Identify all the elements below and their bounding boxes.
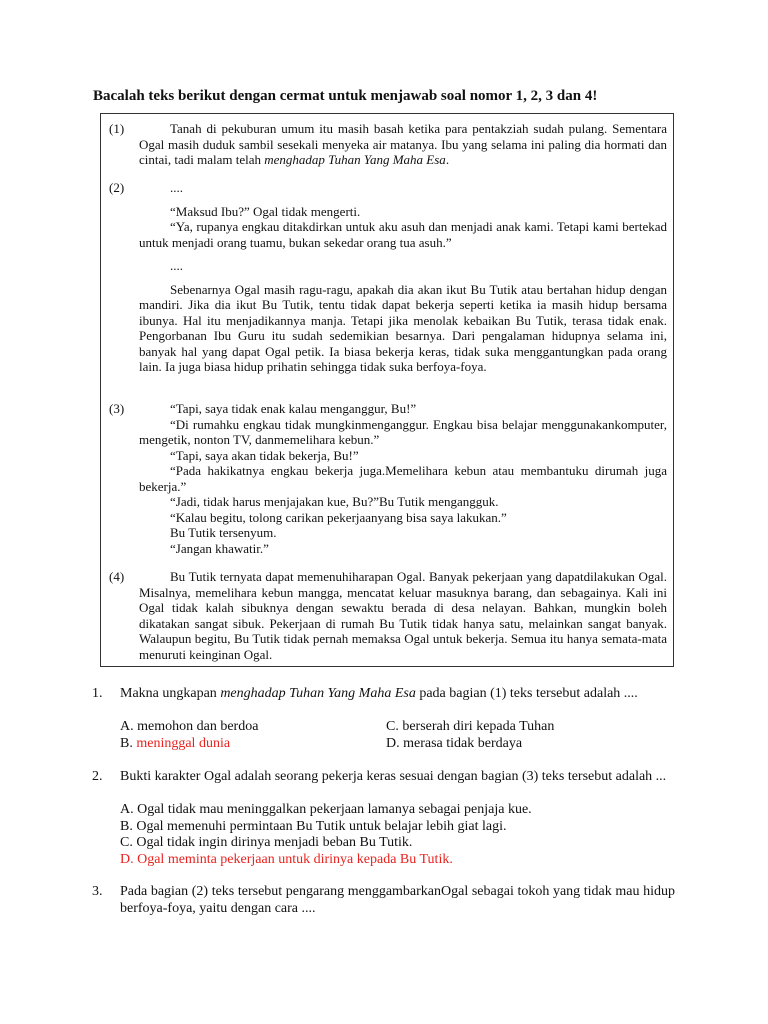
dialogue-line: “Tapi, saya tidak enak kalau menganggur, Bu!”: [170, 401, 417, 416]
section-body: [139, 401, 667, 556]
paragraph-text: Tanah di pekuburan umum itu masih basah ketika para pentakziah sudah pulang. Sementara Ogal masih duduk sambil sesekali menyeka air matanya. Ibu yang selama ini paling dia hormati dan cintai, tadi malam telah: [139, 121, 667, 167]
section-number: (4): [109, 569, 125, 584]
idiom-phrase: menghadap Tuhan Yang Maha Esa: [220, 686, 416, 701]
option-a[interactable]: A. Ogal tidak mau meninggalkan pekerjaan lamanya sebagai penjaja kue.: [120, 802, 532, 817]
question-text: Bukti karakter Ogal adalah seorang pekerja keras sesuai dengan bagian (3) teks tersebut adalah ...: [120, 769, 667, 784]
ellipsis: ....: [170, 180, 183, 195]
answer-highlight: meninggal dunia: [136, 736, 231, 751]
dialogue-line: Bu Tutik tersenyum.: [170, 525, 277, 540]
dialogue-line: “Tapi, saya akan tidak bekerja, Bu!”: [170, 447, 359, 463]
question-text: [120, 686, 675, 703]
section-body: [139, 180, 667, 375]
option-d[interactable]: D. merasa tidak berdaya: [386, 736, 523, 751]
dialogue-line: “Di rumahku engkau tidak mungkinmenganggur. Engkau bisa belajar menggunakankomputer, mengetik, nonton TV, danmemelihara kebun.”: [139, 416, 667, 447]
option-b[interactable]: B. Ogal memenuhi permintaan Bu Tutik untuk belajar lebih giat lagi.: [120, 819, 507, 834]
question-text: Pada bagian (2) teks tersebut pengarang menggambarkanOgal sebagai tokoh yang tidak mau hidup berfoya-foya, yaitu dengan cara ....: [120, 884, 675, 916]
dialogue-line: “Pada hakikatnya engkau bekerja juga.Memelihara kebun atau membantuku dirumah juga bekerja.”: [139, 463, 667, 494]
idiom-phrase: menghadap Tuhan Yang Maha Esa: [264, 152, 446, 167]
dialogue-line: “Jangan khawatir.”: [170, 540, 269, 556]
page-title: Bacalah teks berikut dengan cermat untuk menjawab soal nomor 1, 2, 3 dan 4!: [93, 88, 598, 104]
section-number: (2): [109, 180, 125, 195]
ellipsis: ....: [170, 258, 183, 273]
option-c[interactable]: C. berserah diri kepada Tuhan: [386, 719, 555, 734]
section-number: (3): [109, 401, 125, 416]
dialogue-line: “Jadi, tidak harus menjajakan kue, Bu?”Bu Tutik mengangguk.: [170, 494, 499, 509]
option-letter: B.: [120, 736, 137, 751]
reading-passage-box: [100, 113, 674, 667]
question-number: 2.: [92, 769, 103, 784]
section-body: [139, 121, 667, 168]
option-a[interactable]: A. memohon dan berdoa: [120, 719, 259, 734]
paragraph: Bu Tutik ternyata dapat memenuhiharapan Ogal. Banyak pekerjaan yang dapatdilakukan Ogal. Misalnya, memelihara kebun mangga, mencatat keluar masuknya barang, dan sebagainya. Kali ini Ogal tidak kalah sibuknya dengan sewaktu berada di desa nelayan. Bahkan, mungkin boleh dikatakan sangat sibuk. Pekerjaan di rumah Bu Tutik tidak hanya satu, melainkan sangat banyak. Walaupun begitu, Bu Tutik tidak pernah memaksa Ogal untuk bekerja. Semua itu hanya semata-mata menuruti keinginan Ogal.: [139, 569, 667, 662]
dialogue-line: “Ya, rupanya engkau ditakdirkan untuk aku asuh dan menjadi anak kami. Tetapi kami bertekad untuk menjadi orang tuamu, bukan sekedar orang tua asuh.”: [139, 219, 667, 250]
question-text-part: pada bagian (1) teks tersebut adalah ....: [415, 686, 638, 701]
paragraph: [139, 121, 667, 168]
question-number: 1.: [92, 686, 103, 701]
option-d-answer[interactable]: D. Ogal meminta pekerjaan untuk dirinya kepada Bu Tutik.: [120, 852, 453, 867]
dialogue-line: “Kalau begitu, tolong carikan pekerjaanyang bisa saya lakukan.”: [170, 509, 507, 525]
paragraph: Sebenarnya Ogal masih ragu-ragu, apakah dia akan ikut Bu Tutik atau bertahan hidup dengan mandiri. Jika dia ikut Bu Tutik, tentu tidak dapat bekerja seperti ketika ia masih hidup bersama ibunya. Hal itu menjadikannya manja. Tetapi jika menolak kebaikan Bu Tutik, terasa tidak enak. Pengorbanan Ibu Guru itu sudah sedemikian besarnya. Dari pengalaman hidupnya selama ini, banyak hal yang dapat Ogal petik. Ia biasa bekerja keras, tidak suka menggantungkan pada orang lain. Ia juga biasa hidup prihatin sehingga tidak suka berfoya-foya.: [139, 281, 667, 374]
dialogue-line: “Maksud Ibu?” Ogal tidak mengerti.: [170, 203, 361, 219]
section-body: [139, 569, 667, 662]
paragraph-text: .: [445, 152, 450, 167]
option-c[interactable]: C. Ogal tidak ingin dirinya menjadi beban Bu Tutik.: [120, 835, 413, 850]
question-number: 3.: [92, 884, 103, 899]
question-text-part: Makna ungkapan: [120, 686, 221, 701]
section-number: (1): [109, 121, 125, 136]
option-b[interactable]: [120, 736, 230, 753]
